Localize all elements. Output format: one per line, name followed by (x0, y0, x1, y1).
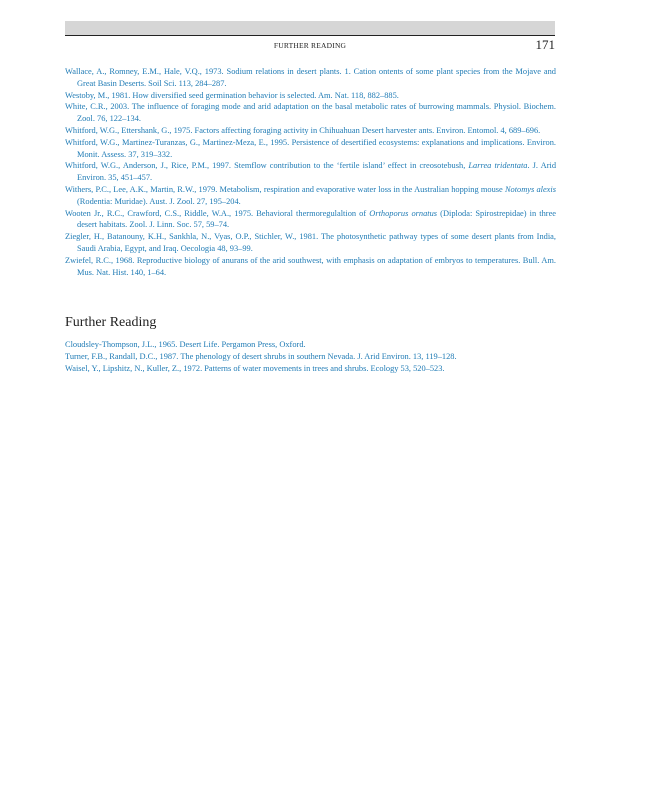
further-reading-entry: Turner, F.B., Randall, D.C., 1987. The phenology of desert shrubs in southern Nevada. J. Arid Environ. 13, 119–128. (65, 351, 457, 361)
header-band (65, 21, 555, 35)
reference-text: Whitford, W.G., Anderson, J., Rice, P.M., 1997. Stemflow contribution to the ‘fertile island’ effect in creosotebush, (65, 161, 469, 171)
reference-entry (65, 208, 556, 232)
running-head: FURTHER READING (273, 41, 347, 50)
reference-text: Ziegler, H., Batanouny, K.H., Sankhla, N., Vyas, O.P., Stichler, W., 1981. The photosynthetic pathway types of some desert plants from India, Saudi Arabia, Egypt, and Iraq. Oecologia 48, 93–99. (65, 232, 556, 253)
reference-italic-text: Notomys alexis (504, 184, 556, 194)
reference-entry (65, 160, 556, 184)
reference-entry (65, 66, 556, 90)
reference-entry (65, 137, 556, 161)
reference-entry (65, 184, 556, 208)
reference-text: (Rodentia: Muridae). Aust. J. Zool. 27, 195–204. (77, 196, 241, 206)
reference-text: White, C.R., 2003. The influence of foraging mode and arid adaptation on the basal metabolic rates of burrowing mammals. Physiol. Biochem. Zool. 76, 122–134. (65, 102, 556, 124)
page-number: 171 (535, 37, 555, 52)
further-reading-entry: Waisel, Y., Lipshitz, N., Kuller, Z., 1972. Patterns of water movements in trees and shrubs. Ecology 53, 520–523. (65, 363, 445, 373)
header-rule (65, 35, 555, 36)
reference-text: . J. Arid Environ. 35, 451–457. (77, 161, 557, 183)
further-reading-list (65, 339, 556, 374)
further-reading-entry: Cloudsley-Thompson, J.L., 1965. Desert Life. Pergamon Press, Oxford. (65, 340, 306, 349)
reference-text: Zwiefel, R.C., 1968. Reproductive biology of anurans of the arid southwest, with emphasis on adaptation of embryos to temperatures. Bull. Am. Mus. Nat. Hist. 140, 1–64. (65, 255, 556, 277)
reference-text: Wallace, A., Romney, E.M., Hale, V.Q., 1973. Sodium relations in desert plants. 1. Cation ontents of some plant species from the Mojave and Great Basin Deserts. Soil Sci. 113, 284–287. (65, 67, 556, 88)
reference-entry (65, 101, 556, 125)
reference-text: Withers, P.C., Lee, A.K., Martin, R.W., 1979. Metabolism, respiration and evaporative water loss in the Australian hopping mouse (65, 184, 505, 194)
reference-entry (65, 90, 556, 102)
reference-text: Westoby, M., 1981. How diversified seed germination behavior is selected. Am. Nat. 118, 882–885. (65, 90, 399, 100)
reference-entry (65, 255, 556, 279)
reference-entry (65, 125, 556, 137)
further-reading-title: Further Reading (65, 315, 157, 330)
reference-italic-text: Larrea tridentata (468, 161, 528, 171)
reference-text: Whitford, W.G., Martinez-Turanzas, G., Martinez-Meza, E., 1995. Persistence of desertified ecosystems: explanations and implications. Environ. Monit. Assess. 37, 319–332. (65, 137, 556, 159)
reference-text: Wooten Jr., R.C., Crawford, C.S., Riddle, W.A., 1975. Behavioral thermoregulaltion of (65, 208, 370, 218)
reference-italic-text: Orthoporus ornatus (369, 208, 438, 218)
reference-text: Whitford, W.G., Ettershank, G., 1975. Factors affecting foraging activity in Chihuahuan Desert harvester ants. Environ. Entomol. 4, 689–696. (65, 125, 541, 135)
reference-text: (Diploda: Spirostrepidae) in three desert habitats. Zool. J. Linn. Soc. 57, 59–74. (77, 208, 557, 230)
reference-list (65, 66, 556, 278)
reference-entry (65, 231, 556, 255)
